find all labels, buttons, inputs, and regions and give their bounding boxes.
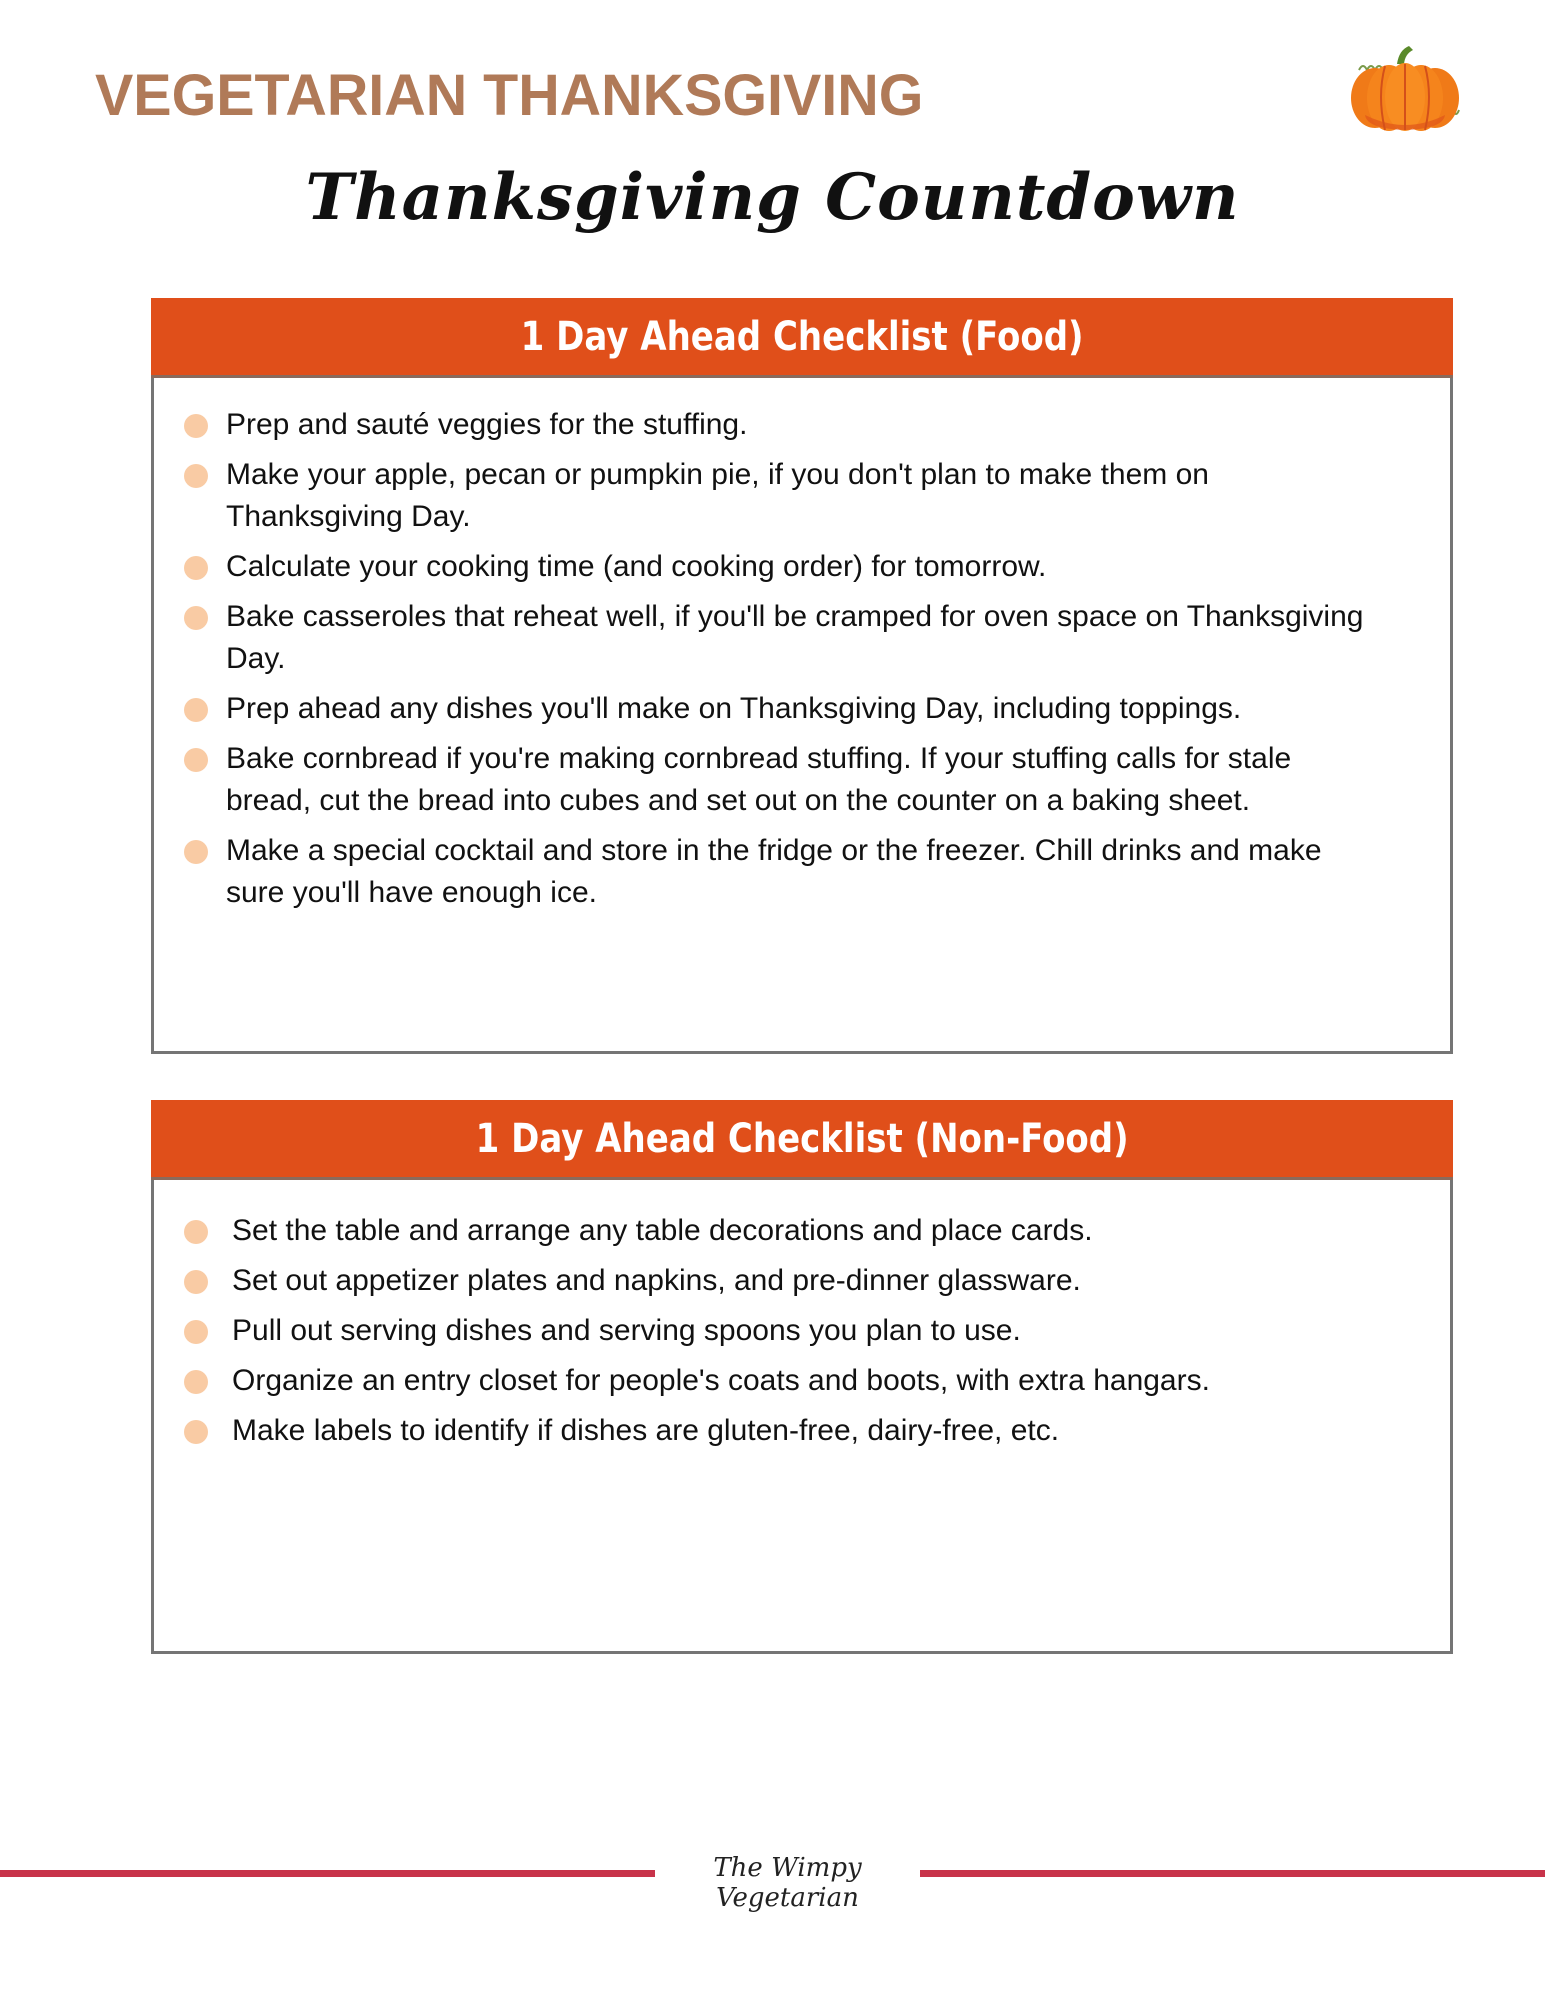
list-item — [184, 688, 1370, 730]
list-item — [184, 1260, 1370, 1302]
checklist — [154, 404, 1450, 914]
section-header — [151, 1100, 1453, 1180]
footer-divider-left — [0, 1870, 655, 1877]
section-header — [151, 298, 1453, 378]
list-item — [184, 454, 1370, 538]
footer-signature: The Wimpy Vegetarian — [713, 1853, 862, 1913]
list-item — [184, 1210, 1370, 1252]
bullet-icon — [184, 1420, 208, 1444]
item-text: Make your apple, pecan or pumpkin pie, if you don't plan to make them on Thanksgiving Day. — [226, 458, 1209, 533]
list-item — [184, 546, 1370, 588]
checklist-box — [151, 1180, 1453, 1654]
bullet-icon — [184, 748, 208, 772]
section-title: 1 Day Ahead Checklist (Non-Food) — [475, 1115, 1129, 1162]
bullet-icon — [184, 414, 208, 438]
list-item — [184, 404, 1370, 446]
item-text: Calculate your cooking time (and cooking order) for tomorrow. — [226, 550, 1047, 583]
list-item — [184, 1310, 1370, 1352]
bullet-icon — [184, 606, 208, 630]
item-text: Make a special cocktail and store in the fridge or the freezer. Chill drinks and make sure you'll have enough ice. — [226, 834, 1322, 909]
checklist-box — [151, 378, 1453, 1054]
list-item — [184, 1360, 1370, 1402]
bullet-icon — [184, 1320, 208, 1344]
list-item — [184, 738, 1370, 822]
list-item — [184, 1410, 1370, 1452]
section-title: 1 Day Ahead Checklist (Food) — [520, 313, 1084, 360]
item-text: Set out appetizer plates and napkins, and pre-dinner glassware. — [232, 1264, 1081, 1297]
item-text: Pull out serving dishes and serving spoons you plan to use. — [232, 1314, 1021, 1347]
footer-divider-right — [920, 1870, 1545, 1877]
list-item — [184, 596, 1370, 680]
checklist — [154, 1210, 1450, 1452]
page-title: Thanksgiving Countdown — [305, 160, 1240, 235]
bullet-icon — [184, 556, 208, 580]
item-text: Prep and sauté veggies for the stuffing. — [226, 408, 748, 441]
list-item — [184, 830, 1370, 914]
footer — [0, 1845, 1545, 1913]
item-text: Bake casseroles that reheat well, if you'll be cramped for oven space on Thanksgiving Day. — [226, 600, 1364, 675]
item-text: Set the table and arrange any table decorations and place cards. — [232, 1214, 1093, 1247]
item-text: Make labels to identify if dishes are gluten-free, dairy-free, etc. — [232, 1414, 1060, 1447]
bullet-icon — [184, 464, 208, 488]
pumpkin-icon — [1345, 40, 1465, 135]
bullet-icon — [184, 698, 208, 722]
item-text: Bake cornbread if you're making cornbread stuffing. If your stuffing calls for stale bread, cut the bread into cubes and set out on the counter on a baking sheet. — [226, 742, 1292, 817]
bullet-icon — [184, 1270, 208, 1294]
item-text: Prep ahead any dishes you'll make on Thanksgiving Day, including toppings. — [226, 692, 1242, 725]
bullet-icon — [184, 1220, 208, 1244]
brand-title: VEGETARIAN THANKSGIVING — [95, 63, 924, 128]
item-text: Organize an entry closet for people's coats and boots, with extra hangars. — [232, 1364, 1210, 1397]
checklist-non-food — [151, 1100, 1453, 1654]
bullet-icon — [184, 1370, 208, 1394]
checklist-food — [151, 298, 1453, 1054]
bullet-icon — [184, 840, 208, 864]
